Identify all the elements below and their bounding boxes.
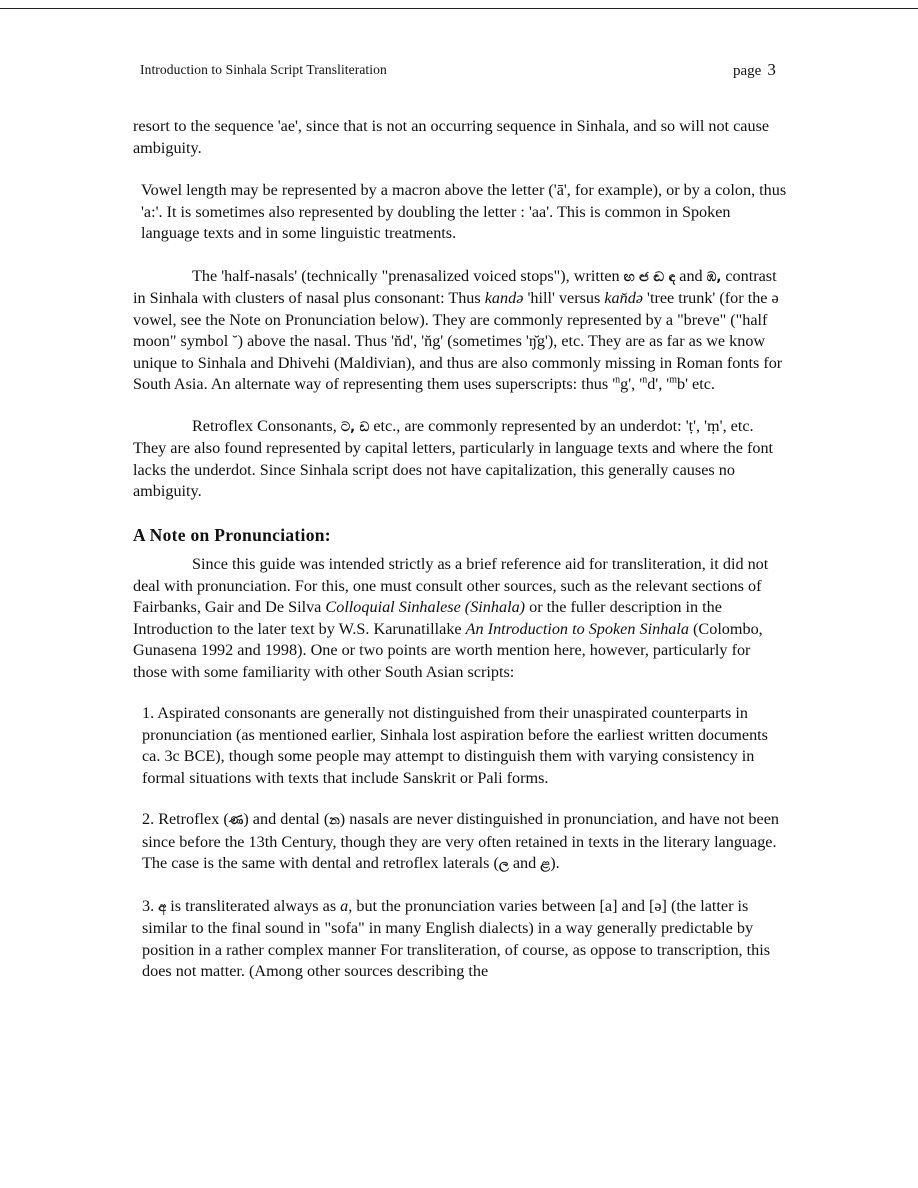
italic-term: a	[340, 896, 349, 915]
sinhala-glyph: න	[329, 813, 340, 828]
sinhala-glyph: ළ	[540, 857, 551, 872]
section-heading: A Note on Pronunciation:	[133, 524, 331, 545]
italic-term: kan̆də	[604, 289, 643, 307]
list-item: 3. අ is transliterated always as a, but the pronunciation varies between [a] and [ə] (the latter is similar to the final sound in "sofa" in many English dialects) in a way generally predictable by position in a rather complex manner For transliteration, of course, as oppose to transcription, this does not matter. (Among other sources describing the	[142, 896, 771, 980]
paragraph-pronunciation-intro: Since this guide was intended strictly as a brief reference aid for transliteration, it did not deal with pronunciation. For this, one must consult other sources, such as the relevant sections of Fairbanks, Gair and De Silva Colloquial Sinhalese (Sinhala) or the fuller description in the Introduction to the later text by W.S. Karunatillake An Introduction to Spoken Sinhala (Colombo, Gunasena 1992 and 1998). One or two points are worth mention here, however, particularly for those with some familiarity with other South Asian scripts:	[133, 555, 769, 681]
sinhala-glyph: අ	[158, 899, 167, 915]
sinhala-glyphs: ඟ ඦ ඬ ඳ	[623, 269, 676, 285]
list-item: 2. Retroflex (ණ) and dental (න) nasals are never distinguished in pronunciation, and have not been since before the 13th Century, though they are very often retained in texts in the literary language. The case is the same with dental and retroflex laterals (ල and ළ).	[142, 810, 779, 872]
sinhala-glyph: ල	[498, 857, 509, 872]
page-label: page	[733, 63, 762, 79]
paragraph-continuation: resort to the sequence 'ae', since that is not an occurring sequence in Sinhala, and so will not cause ambiguity.	[133, 117, 770, 157]
page-number-label	[733, 60, 776, 80]
running-header-title: Introduction to Sinhala Script Transliteration	[140, 62, 387, 77]
sinhala-glyph: ඹ,	[706, 269, 722, 285]
paragraph-retroflex: Retroflex Consonants, ට, ඩ etc., are commonly represented by an underdot: 'ṭ', 'ṃ', etc. They are also found represented by capital letters, particularly in language texts and where the font lacks the underdot. Since Sinhala script does not have capitalization, this generally causes no ambiguity.	[133, 416, 774, 500]
paragraph-half-nasals: The 'half-nasals' (technically "prenasalized voiced stops"), written ඟ ඦ ඬ ඳ and ඹ, contrast in Sinhala with clusters of nasal plus consonant: Thus kandə 'hill' versus kan̆də 'tree trunk' (for the ə vowel, see the Note on Pronunciation below). They are commonly represented by a "breve" ("half moon" symbol ˘) above the nasal. Thus 'n̆d', 'n̆g' (sometimes 'ŋ̆g'), etc. They are as far as we know unique to Sinhala and Dhivehi (Maldivian), and thus are also commonly missing in Roman fonts for South Asia. An alternate way of representing them uses superscripts: thus '$^ng$', '$^nd$', '$^mb$' etc.	[133, 266, 783, 393]
list-item: 1. Aspirated consonants are generally not distinguished from their unaspirated counterparts in pronunciation (as mentioned earlier, Sinhala lost aspiration before the earliest written documents ca. 3c BCE), though some people may attempt to distinguish them with varying consistency in formal situations with texts that include Sanskrit or Pali forms.	[142, 704, 768, 787]
top-rule	[0, 8, 918, 9]
page-body	[133, 116, 788, 983]
page-number: 3	[767, 60, 776, 79]
italic-term: kandə	[484, 289, 524, 307]
paragraph-vowel-length: Vowel length may be represented by a macron above the letter ('ā', for example), or by a colon, thus 'a:'. It is sometimes also represented by doubling the letter : 'aa'. This is common in Spoken language texts and in some linguistic treatments.	[141, 181, 787, 242]
sinhala-glyphs: ට, ඩ	[340, 419, 370, 435]
italic-title: An Introduction to Spoken Sinhala	[465, 619, 689, 638]
italic-title: Colloquial Sinhalese (Sinhala)	[325, 598, 526, 616]
sinhala-glyph: ණ	[228, 813, 244, 828]
